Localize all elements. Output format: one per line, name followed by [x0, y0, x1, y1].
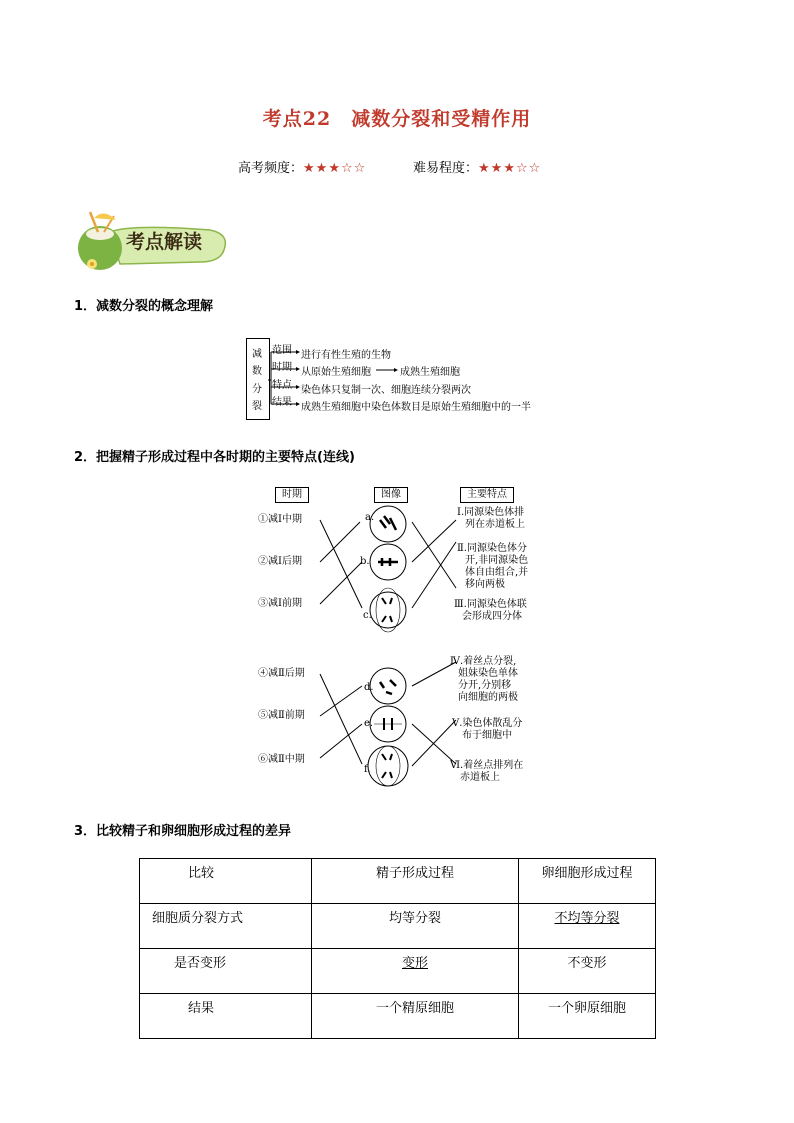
badge-label: 考点解读	[126, 231, 203, 253]
concept-key: 特点	[272, 380, 292, 391]
table-cell: 不变形	[519, 949, 656, 994]
column-header-feature: 主要特点	[460, 487, 514, 503]
feature-text: Ⅰ.同源染色体排 列在赤道板上	[457, 507, 525, 530]
difficulty-rating	[413, 157, 541, 176]
period-label: ③减Ⅰ前期	[258, 598, 302, 609]
concept-key: 范围	[272, 345, 292, 356]
table-row	[140, 949, 656, 994]
table-cell: 细胞质分裂方式	[140, 904, 312, 949]
concept-root-char: 分	[252, 384, 262, 395]
table-cell: 变形	[401, 956, 428, 971]
feature-text: Ⅱ.同源染色体分 开,非同源染色 体自由组合,并 移向两极	[457, 543, 529, 590]
section3-heading: 3．比较精子和卵细胞形成过程的差异	[74, 824, 292, 839]
image-letter: b.	[360, 556, 370, 567]
table-cell: 一个卵原细胞	[519, 994, 656, 1039]
table-cell: 不均等分裂	[554, 911, 620, 926]
period-label: ①减Ⅰ中期	[258, 514, 302, 525]
period-label: ④减Ⅱ后期	[258, 668, 305, 679]
concept-text: 成熟生殖细胞中染色体数目是原始生殖细胞中的一半	[301, 402, 531, 413]
table-header-cell: 比较	[140, 859, 312, 904]
frequency-label: 高考频度：	[238, 161, 304, 176]
table-cell: 一个精原细胞	[312, 994, 519, 1039]
concept-text-tail: 成熟生殖细胞	[400, 367, 460, 378]
column-header-image: 图像	[374, 487, 408, 503]
table-header-cell: 精子形成过程	[312, 859, 519, 904]
page-title: 考点22 减数分裂和受精作用	[262, 108, 532, 130]
image-letter: a.	[365, 512, 375, 523]
image-letter: f.	[364, 764, 371, 775]
comparison-table	[139, 858, 656, 1039]
section1-heading: 1．减数分裂的概念理解	[74, 299, 214, 314]
image-letter: e.	[364, 718, 374, 729]
section2-heading: 2．把握精子形成过程中各时期的主要特点(连线)	[74, 450, 355, 465]
feature-text: Ⅳ.着丝点分裂, 姐妹染色单体 分开,分别移 向细胞的两极	[450, 656, 518, 703]
section-badge	[70, 210, 230, 270]
difficulty-label: 难易程度：	[413, 161, 479, 176]
concept-text: 进行有性生殖的生物	[301, 350, 391, 361]
concept-root-box	[246, 338, 270, 420]
image-letter: d.	[364, 682, 374, 693]
difficulty-stars: ★★★☆☆	[478, 161, 542, 176]
feature-text: Ⅲ.同源染色体联 会形成四分体	[454, 599, 527, 622]
frequency-stars: ★★★☆☆	[303, 161, 367, 176]
feature-text: Ⅵ.着丝点排列在 赤道板上	[450, 760, 524, 783]
concept-key: 结果	[272, 397, 292, 408]
concept-text: 从原始生殖细胞	[301, 367, 371, 378]
period-label: ⑥减Ⅱ中期	[258, 754, 305, 765]
table-header-row	[140, 859, 656, 904]
table-row	[140, 994, 656, 1039]
concept-root-char: 减	[252, 349, 262, 360]
frequency-rating	[238, 157, 366, 176]
concept-root-char: 数	[252, 366, 262, 377]
table-cell: 是否变形	[140, 949, 312, 994]
period-label: ②减Ⅰ后期	[258, 556, 302, 567]
period-label: ⑤减Ⅱ前期	[258, 710, 305, 721]
concept-text: 染色体只复制一次、细胞连续分裂两次	[301, 385, 471, 396]
table-cell: 均等分裂	[312, 904, 519, 949]
image-letter: c.	[363, 610, 372, 621]
concept-root-char: 裂	[252, 401, 262, 412]
table-row	[140, 904, 656, 949]
concept-key: 时期	[272, 362, 292, 373]
table-header-cell: 卵细胞形成过程	[519, 859, 656, 904]
table-cell: 结果	[140, 994, 312, 1039]
column-header-period: 时期	[275, 487, 309, 503]
feature-text: Ⅴ.染色体散乱分 布于细胞中	[452, 718, 523, 741]
